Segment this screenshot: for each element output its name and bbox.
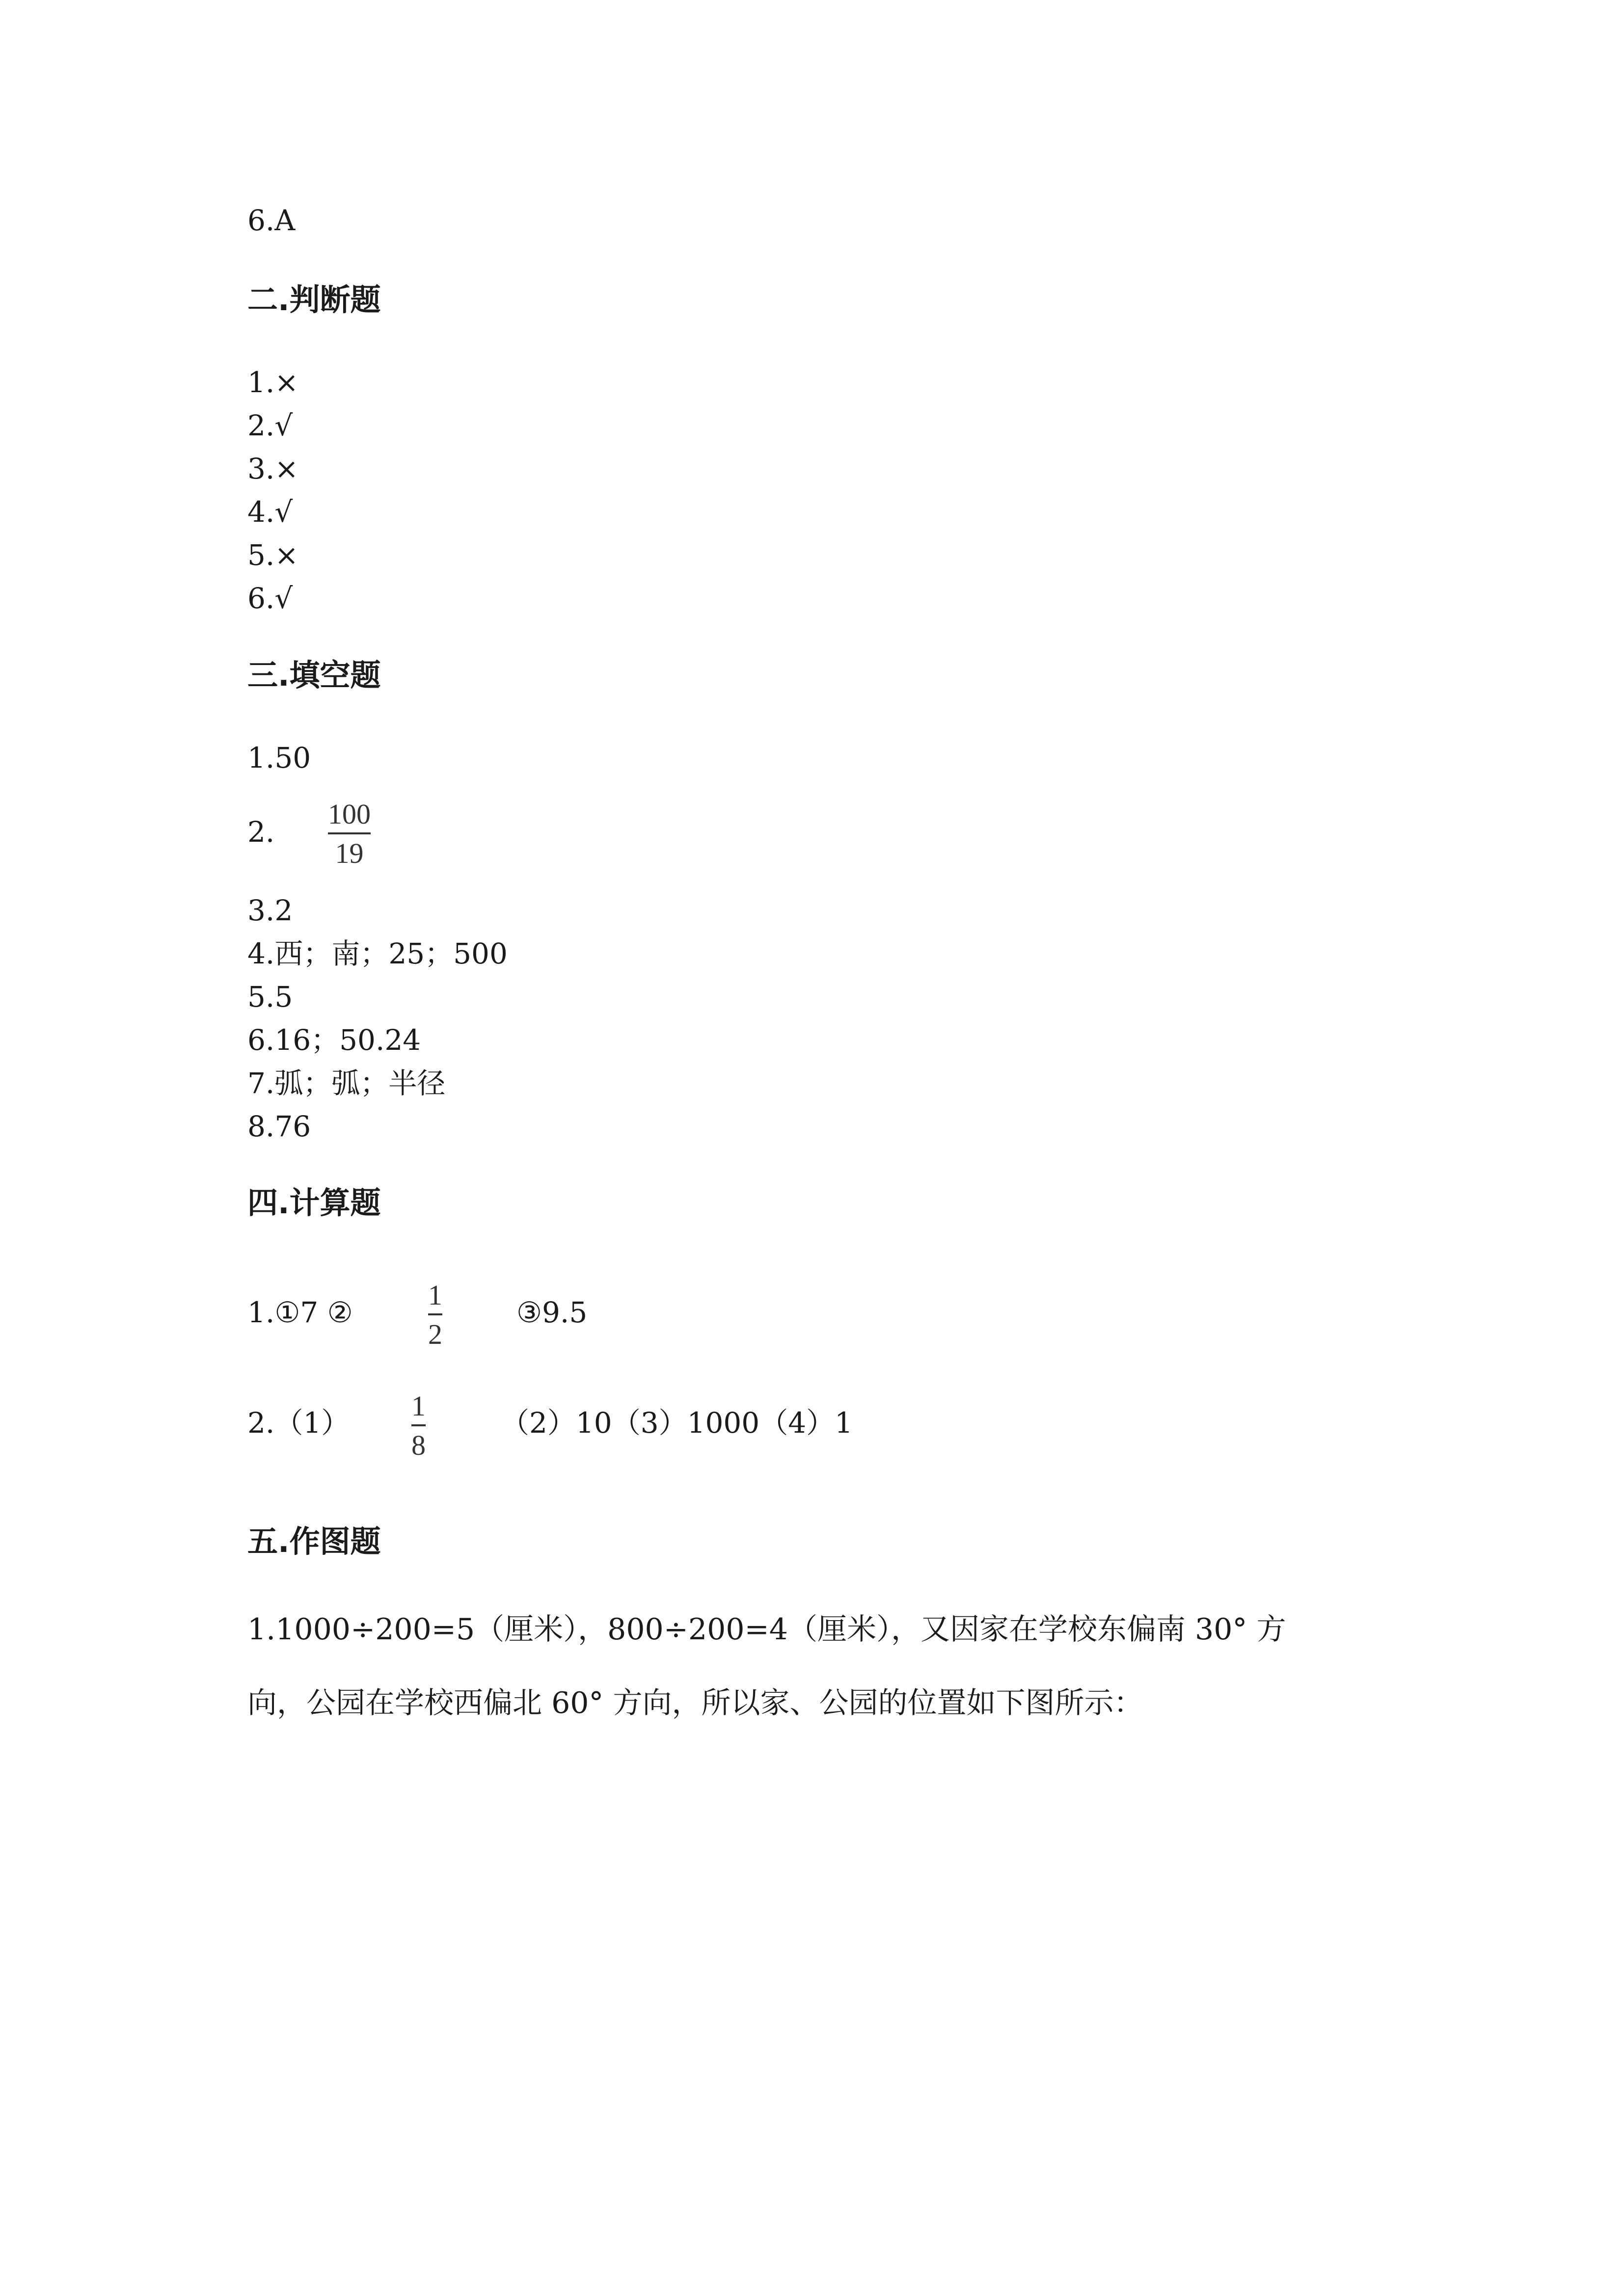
fill-answer-2-label: 2. — [247, 815, 275, 849]
draw-answer-line-2: 向，公园在学校西偏北 60° 方向，所以家、公园的位置如下图所示： — [247, 1686, 1143, 1720]
calc-answer-1-suffix: ③9.5 — [516, 1296, 588, 1329]
fill-answer-8: 8.76 — [247, 1110, 311, 1143]
fraction-bar — [328, 832, 371, 834]
calc-answer-2-suffix: （2）10（3）1000（4）1 — [501, 1406, 853, 1440]
judge-answer-4: 4.√ — [247, 495, 293, 529]
judge-answer-1: 1.× — [247, 366, 298, 399]
fraction-denominator: 2 — [428, 1318, 442, 1350]
calc-answer-1-prefix: 1.①7 ② — [247, 1296, 353, 1329]
draw-heading: 五.作图题 — [247, 1523, 381, 1559]
fill-answer-3: 3.2 — [247, 894, 293, 927]
fraction-numerator: 1 — [411, 1390, 426, 1422]
fill-answer-1: 1.50 — [247, 741, 311, 774]
fill-answer-4: 4.西；南；25；500 — [247, 937, 508, 970]
fraction-numerator: 1 — [428, 1279, 442, 1311]
fraction-bar — [428, 1313, 442, 1315]
calc-answer-2-fraction — [411, 1392, 426, 1460]
fraction-numerator: 100 — [328, 798, 371, 830]
calc-heading: 四.计算题 — [247, 1185, 381, 1221]
fraction-bar — [411, 1424, 426, 1426]
judge-answer-3: 3.× — [247, 452, 298, 485]
judge-answer-2: 2.√ — [247, 409, 293, 442]
fraction-denominator: 19 — [335, 837, 364, 869]
fill-answer-5: 5.5 — [247, 980, 293, 1014]
fraction-denominator: 8 — [411, 1429, 426, 1461]
fill-answer-2-fraction — [328, 800, 371, 868]
judge-answer-5: 5.× — [247, 538, 298, 572]
judge-answer-6: 6.√ — [247, 582, 293, 615]
fill-answer-6: 6.16；50.24 — [247, 1023, 421, 1057]
calc-answer-1-fraction — [428, 1281, 442, 1349]
draw-answer-line-1: 1.1000÷200=5（厘米），800÷200=4（厘米），又因家在学校东偏南 30° 方 — [247, 1612, 1286, 1647]
calc-answer-2-prefix: 2.（1） — [247, 1406, 350, 1440]
judge-heading: 二.判断题 — [247, 282, 381, 318]
fill-answer-7: 7.弧；弧；半径 — [247, 1067, 446, 1100]
fill-heading: 三.填空题 — [247, 657, 381, 693]
choice-answer-6: 6.A — [247, 204, 296, 237]
